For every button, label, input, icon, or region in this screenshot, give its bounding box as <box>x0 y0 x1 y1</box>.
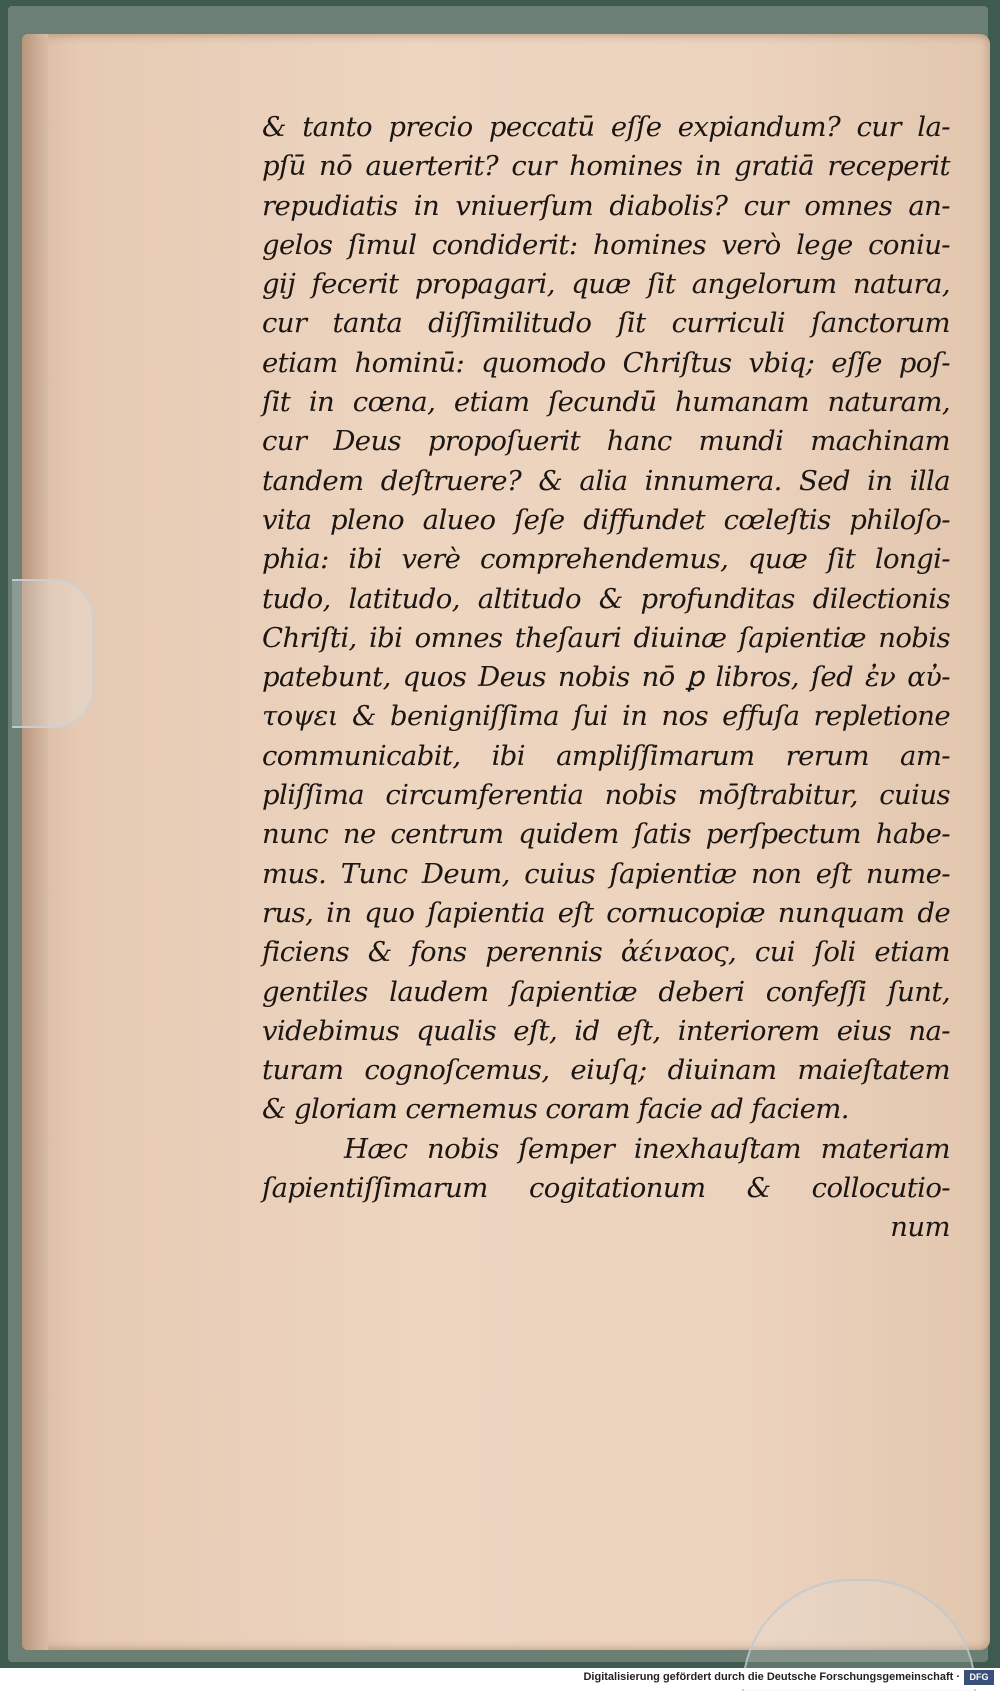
text-line: videbimus qualis eſt, id eſt, interiorem eius na- <box>262 1014 950 1047</box>
text-line: cur tanta diſſimilitudo ſit curriculi ſanctorum <box>262 307 950 340</box>
text-line: ſit in cœna, etiam ſecundū humanam naturam, <box>262 386 950 419</box>
text-line: turam cognoſcemus, eiuſq; diuinam maieſtatem <box>262 1054 950 1087</box>
page-gutter <box>22 34 48 1650</box>
text-line: Chriſti, ibi omnes theſauri diuinæ ſapientiæ nobis <box>262 621 950 654</box>
text-line: etiam hominū: quomodo Chriſtus vbiq; eſſe poſ- <box>262 346 950 379</box>
text-line: Hæc nobis ſemper inexhauſtam materiam <box>344 1132 950 1165</box>
text-line: & tanto precio peccatū eſſe expiandum? cur la- <box>262 111 950 143</box>
text-line: gelos ſimul condiderit: homines verò lege coniu- <box>262 228 950 261</box>
dfg-logo: DFG <box>964 1670 994 1685</box>
text-line: nunc ne centrum quidem ſatis perſpectum habe- <box>262 818 950 851</box>
text-line: ſapientiſſimarum cogitationum & collocutio- <box>262 1172 950 1205</box>
text-line: cur Deus propoſuerit hanc mundi machinam <box>262 425 950 458</box>
text-line: tandem deſtruere? & alia innumera. Sed in illa <box>262 464 950 497</box>
text-line: pliſſima circumferentia nobis mōſtrabitur, cuius <box>262 779 950 812</box>
text-line: pſū nō auerterit? cur homines in gratiā receperit <box>262 150 950 183</box>
text-line: patebunt, quos Deus nobis nō ꝑ libros, ſed ἐν αὐ- <box>262 661 950 694</box>
funding-credit: Digitalisierung gefördert durch die Deutsche Forschungsgemeinschaft · <box>583 1671 960 1683</box>
text-line: & gloriam cernemus coram facie ad faciem. <box>262 1093 849 1126</box>
text-line: τοψει & benigniſſima ſui in nos effuſa repletione <box>262 700 950 733</box>
text-line: gij fecerit propagari, quæ ſit angelorum natura, <box>262 268 950 301</box>
text-line: mus. Tunc Deum, cuius ſapientiæ non eſt nume- <box>262 857 950 890</box>
text-line: rus, in quo ſapientia eſt cornucopiæ nunquam de <box>262 896 950 929</box>
text-line: ficiens & fons perennis ἀέιναος, cui ſoli etiam <box>262 936 950 969</box>
text-line: communicabit, ibi ampliſſimarum rerum am- <box>262 739 950 772</box>
text-line: tudo, latitudo, altitudo & profunditas dilectionis <box>262 582 950 615</box>
text-line: phia: ibi verè comprehendemus, quæ ſit longi- <box>262 543 950 576</box>
page-clip-left <box>12 579 94 728</box>
text-line: repudiatis in vniuerſum diabolis? cur omnes an- <box>262 189 950 222</box>
text-line: gentiles laudem ſapientiæ deberi confeſſi ſunt, <box>262 975 950 1008</box>
text-line: vita pleno alueo ſeſe diffundet cœleſtis philoſo- <box>262 503 950 536</box>
page-text <box>262 108 950 1248</box>
catchword: num <box>890 1211 950 1244</box>
